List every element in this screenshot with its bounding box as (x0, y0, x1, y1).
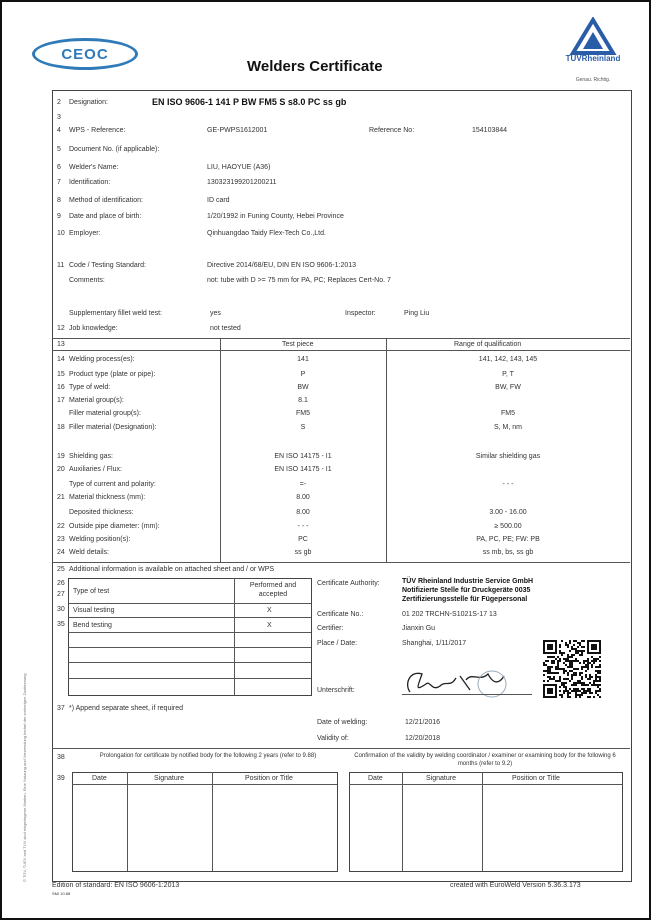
signature-header: Signature (426, 775, 456, 782)
date-header: Date (92, 775, 107, 782)
range-value: P, T (502, 371, 514, 378)
row-number: 7 (57, 179, 61, 186)
row-number: 2 (57, 99, 61, 106)
row-number: 39 (57, 775, 65, 782)
row-number: 27 (57, 591, 65, 598)
row-number: 16 (57, 384, 65, 391)
test-piece-value: BW (297, 384, 309, 391)
birth-label: Date and place of birth: (69, 213, 142, 220)
row-number: 9 (57, 213, 61, 220)
signature-line (402, 694, 532, 695)
divider (349, 784, 622, 785)
qualification-label: Deposited thickness: (69, 509, 134, 516)
wps-label: WPS - Reference: (69, 127, 126, 134)
divider (482, 772, 483, 871)
birth-value: 1/20/1992 in Funing County, Hebei Province (207, 213, 344, 220)
range-value: 141, 142, 143, 145 (478, 356, 538, 363)
certifier-signature (400, 662, 520, 702)
qualification-label: Shielding gas: (69, 453, 113, 460)
row-number: 4 (57, 127, 61, 134)
qualification-label: Outside pipe diameter: (mm): (69, 523, 160, 530)
welding-date-value: 12/21/2016 (405, 719, 441, 726)
test-type: Visual testing (73, 607, 115, 614)
divider (68, 662, 311, 663)
qualification-label: Type of weld: (69, 384, 111, 391)
signature-label: Unterschrift: (317, 687, 355, 694)
divider (68, 617, 311, 618)
divider (68, 632, 311, 633)
qualification-label: Material group(s): (69, 397, 124, 404)
tuv-triangle-icon (558, 17, 628, 57)
divider (52, 562, 630, 563)
row-number: 24 (57, 549, 65, 556)
method-label: Method of identification: (69, 197, 143, 204)
supplementary-value: yes (210, 310, 221, 317)
row-number: 26 (57, 580, 65, 587)
job-knowledge-label: Job knowledge: (69, 325, 118, 332)
identification-value: 130323199201200211 (207, 179, 277, 186)
authority-line-3: Zertifizierungsstelle für Fügepersonal (402, 596, 528, 603)
qr-code-icon (543, 640, 601, 698)
row-number: 3 (57, 114, 61, 121)
row-number: 17 (57, 397, 65, 404)
certifier-value: Jianxin Gu (402, 625, 436, 632)
row-number: 23 (57, 536, 65, 543)
row-number: 20 (57, 466, 65, 473)
test-type: Bend testing (73, 622, 112, 629)
qualification-label: Weld details: (69, 549, 109, 556)
side-legal-text: © TÜV, TUEV and TUV sind eingetragene Marken. Eine Nutzung und Verwendung bedarf der vorherigen Zustimmung (22, 673, 27, 882)
signature-header: Signature (154, 775, 184, 782)
qualification-label: Material thickness (mm): (69, 494, 146, 501)
qualification-label: Filler material group(s): (69, 410, 141, 417)
cert-no-value: 01 202 TRCHN-S1021S-17 13 (402, 611, 497, 618)
test-piece-value: =- (299, 481, 307, 488)
row-number: 18 (57, 424, 65, 431)
validity-label: Validity of: (317, 735, 349, 742)
test-piece-value: FM5 (296, 410, 310, 417)
place-date-value: Shanghai, 1/11/2017 (402, 640, 467, 647)
row-number: 6 (57, 164, 61, 171)
row-number: 35 (57, 621, 65, 628)
range-value: ≥ 500.00 (494, 523, 522, 530)
row-number: 12 (57, 325, 65, 332)
employer-value: Qinhuangdao Taidy Flex-Tech Co.,Ltd. (207, 230, 326, 237)
range-value: - - - (502, 481, 514, 488)
code-value: Directive 2014/68/EU, DIN EN ISO 9606-1:2013 (207, 262, 357, 269)
edition-footer: Edition of standard: EN ISO 9606-1:2013 (52, 882, 180, 889)
tuv-name: TÜVRheinland (565, 54, 621, 63)
tuv-tagline: Genau. Richtig. (575, 77, 611, 83)
certifier-label: Certifier: (317, 625, 344, 632)
row-number: 37 (57, 705, 65, 712)
inspector-label: Inspector: (345, 310, 376, 317)
authority-line-2: Notifizierte Stelle für Druckgeräte 0035 (402, 587, 531, 594)
test-piece-value: 8.00 (296, 509, 310, 516)
range-value: 3.00 - 16.00 (489, 509, 527, 516)
employer-label: Employer: (69, 230, 101, 237)
range-value: PA, PC, PE; FW: PB (476, 536, 540, 543)
row-number: 38 (57, 754, 65, 761)
performed-header: Performed and accepted (249, 582, 297, 598)
validity-value: 12/20/2018 (405, 735, 441, 742)
identification-label: Identification: (69, 179, 111, 186)
qr-code (543, 640, 601, 698)
cert-no-label: Certificate No.: (317, 611, 364, 618)
welder-name-label: Welder's Name: (69, 164, 119, 171)
date-header: Date (368, 775, 383, 782)
test-piece-value: 141 (297, 356, 309, 363)
row-number: 10 (57, 230, 65, 237)
test-piece-value: ss gb (294, 549, 312, 556)
authority-line-1: TÜV Rheinland Industrie Service GmbH (402, 578, 534, 585)
divider (68, 603, 311, 604)
place-date-label: Place / Date: (317, 640, 358, 647)
qualification-label: Auxiliaries / Flux: (69, 466, 122, 473)
prolongation-text: Prolongation for certificate by notified body for the following 2 years (refer to 9.88) (99, 753, 317, 759)
row-number: 22 (57, 523, 65, 530)
test-piece-value: S (300, 424, 306, 431)
tuv-logo (558, 17, 638, 87)
test-piece-value: 8.00 (296, 494, 310, 501)
divider (68, 647, 311, 648)
row-number: 13 (57, 341, 65, 348)
range-value: S, M, nm (493, 424, 522, 431)
range-value: Similar shielding gas (475, 453, 541, 460)
type-of-test-header: Type of test (73, 588, 110, 595)
row-number: 11 (57, 262, 65, 269)
range-value: FM5 (501, 410, 515, 417)
method-value: ID card (207, 197, 230, 204)
designation-label: Designation: (69, 99, 108, 106)
append-note: *) Append separate sheet, if required (69, 705, 184, 712)
welder-name-value: LIU, HAOYUE (A36) (207, 164, 271, 171)
prolongation-table (72, 772, 338, 872)
qualification-label: Welding position(s): (69, 536, 131, 543)
position-header: Position or Title (512, 775, 560, 782)
reference-value: 154103844 (472, 127, 508, 134)
divider (127, 772, 128, 871)
test-piece-value: 8.1 (298, 397, 308, 404)
qualification-label: Product type (plate or pipe): (69, 371, 156, 378)
divider (72, 784, 337, 785)
additional-info: Additional information is available on attached sheet and / or WPS (69, 566, 275, 573)
row-number: 30 (57, 606, 65, 613)
test-performed: X (267, 607, 272, 614)
authority-label: Certificate Authority: (317, 580, 380, 587)
reference-label: Reference No: (369, 127, 415, 134)
qualification-label: Welding process(es): (69, 356, 135, 363)
document-label: Document No. (if applicable): (69, 146, 160, 153)
divider (212, 772, 213, 871)
divider (402, 772, 403, 871)
divider (52, 338, 630, 339)
comments-value: not: tube with D >= 75 mm for PA, PC; Replaces Cert-No. 7 (207, 277, 391, 284)
comments-label: Comments: (69, 277, 105, 284)
welding-date-label: Date of welding: (317, 719, 368, 726)
range-header: Range of qualification (454, 341, 522, 348)
row-number: 14 (57, 356, 65, 363)
test-performed: X (267, 622, 272, 629)
footer-small: SMI 10.88 (52, 891, 71, 896)
divider (52, 350, 630, 351)
created-footer: created with EuroWeld Version 5.36.3.173 (450, 882, 581, 889)
row-number: 15 (57, 371, 65, 378)
test-piece-value: EN ISO 14175 - I1 (274, 466, 332, 473)
inspector-value: Ping Liu (404, 310, 430, 317)
test-piece-value: P (300, 371, 306, 378)
row-number: 19 (57, 453, 65, 460)
position-header: Position or Title (245, 775, 293, 782)
divider (52, 748, 630, 749)
divider (68, 678, 311, 679)
confirmation-text: Confirmation of the validity by welding coordinator / examiner or examining body for the following 6 months (refer to 9.2) (354, 753, 616, 767)
range-value: BW, FW (495, 384, 521, 391)
test-piece-value: - - - (297, 523, 309, 530)
test-piece-value: EN ISO 14175 - I1 (274, 453, 332, 460)
row-number: 25 (57, 566, 65, 573)
supplementary-label: Supplementary fillet weld test: (69, 310, 162, 317)
ceoc-logo: CEOC (32, 38, 138, 70)
range-value: ss mb, bs, ss gb (482, 549, 534, 556)
qualification-label: Type of current and polarity: (69, 481, 156, 488)
job-knowledge-value: not tested (210, 325, 241, 332)
wps-value: GE-PWPS1612001 (207, 127, 268, 134)
row-number: 8 (57, 197, 61, 204)
page-title: Welders Certificate (247, 58, 383, 75)
test-piece-value: PC (298, 536, 308, 543)
confirmation-table (349, 772, 623, 872)
row-number: 21 (57, 494, 65, 501)
row-number: 5 (57, 146, 61, 153)
designation-value: EN ISO 9606-1 141 P BW FM5 S s8.0 PC ss gb (152, 97, 347, 107)
code-label: Code / Testing Standard: (69, 262, 146, 269)
qualification-label: Filler material (Designation): (69, 424, 157, 431)
test-piece-header: Test piece (282, 341, 314, 348)
